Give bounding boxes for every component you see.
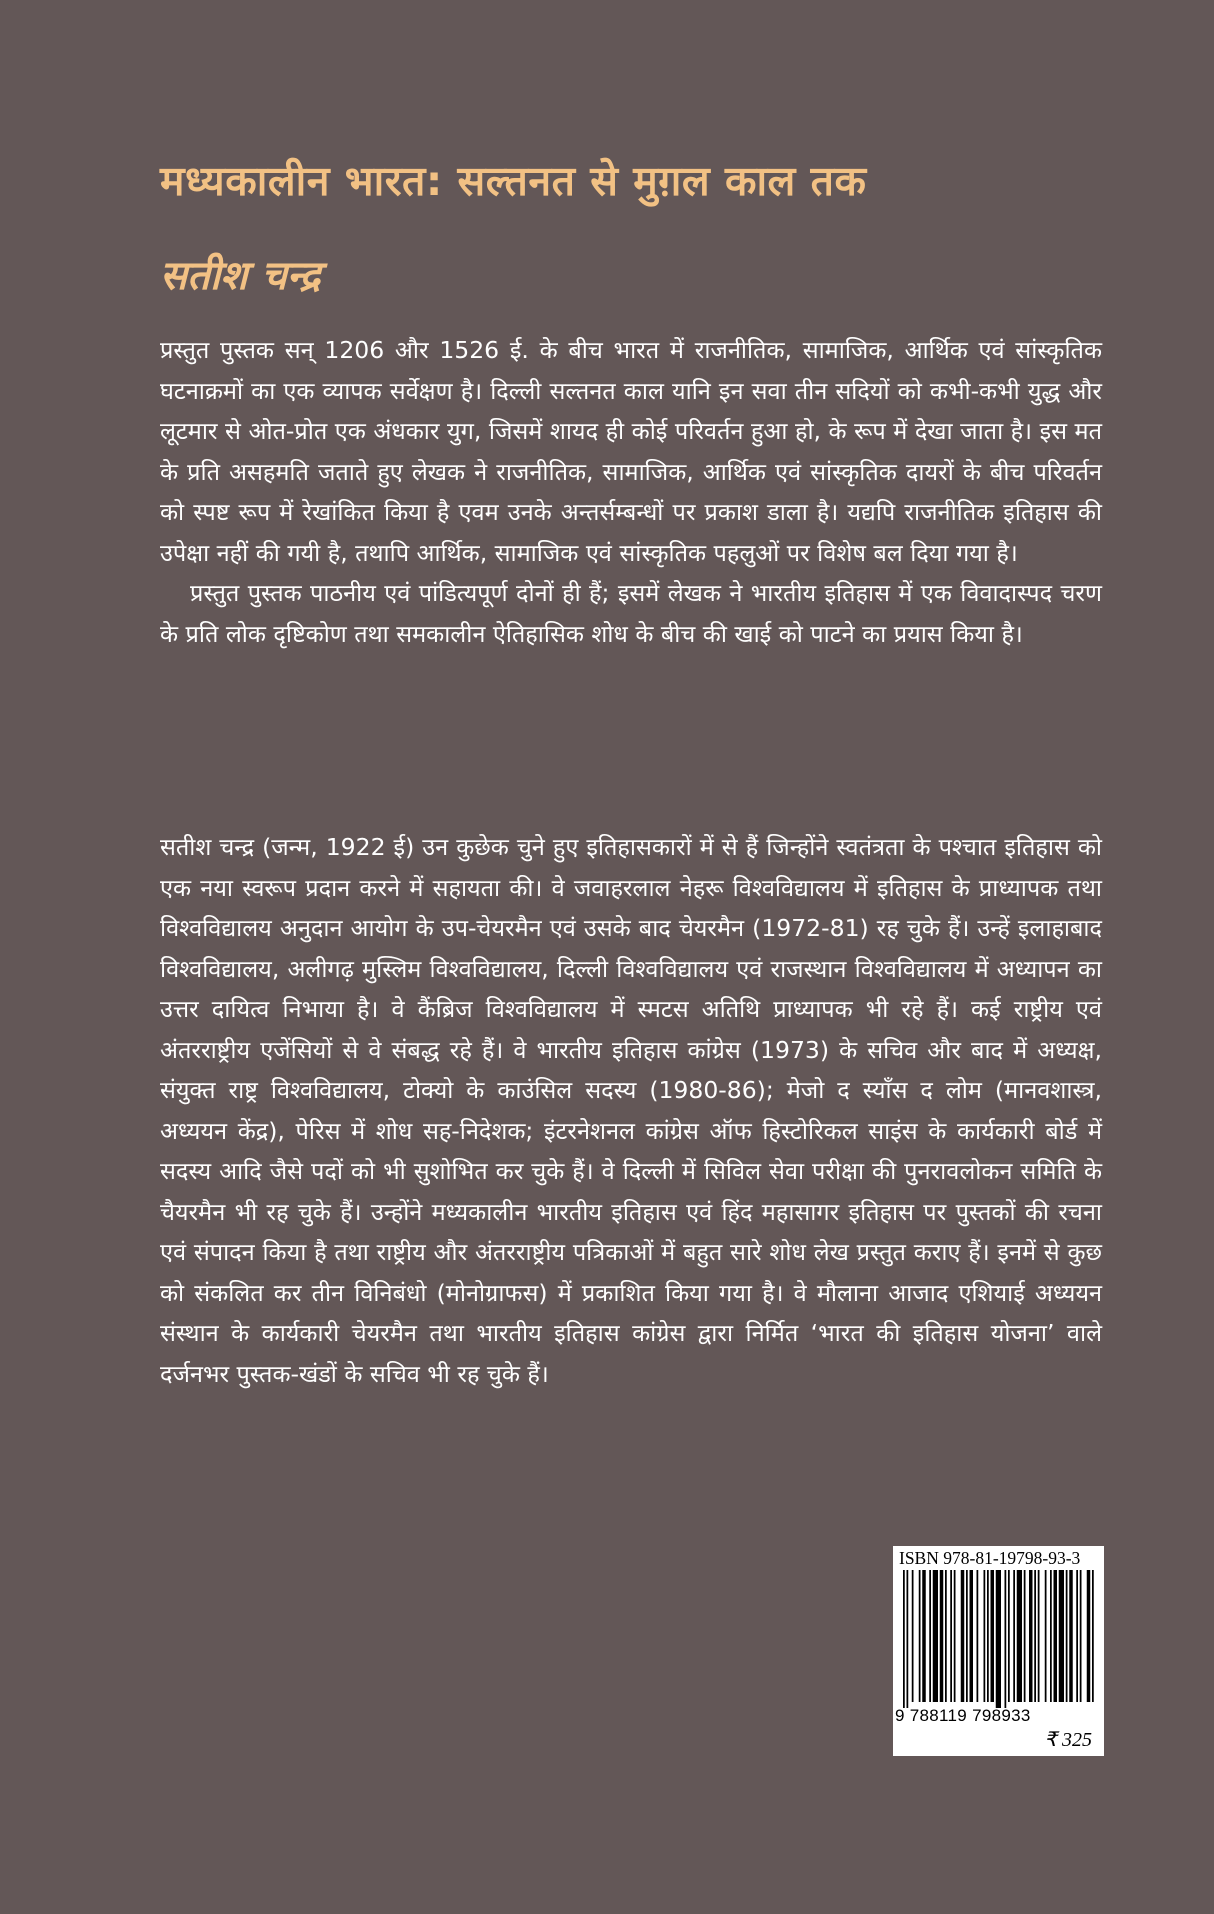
barcode-digits: 9 788119 798933 <box>895 1706 1031 1725</box>
isbn-label: ISBN 978-81-19798-93-3 <box>899 1548 1081 1568</box>
description-paragraph: प्रस्तुत पुस्तक पाठनीय एवं पांडित्यपूर्ण दोनों ही हैं; इसमें लेखक ने भारतीय इतिहास में एक विवादास्पद चरण के प्रति लोक दृष्टिकोण तथा समकालीन ऐतिहासिक शोध के बीच की खाई को पाटने का प्रयास किया है। <box>160 579 1102 648</box>
author-bio-paragraph: सतीश चन्द्र (जन्म, 1922 ई) उन कुछेक चुने हुए इतिहासकारों में से हैं जिन्होंने स्वतंत्रता के पश्चात इतिहास को एक नया स्वरूप प्रदान करने में सहायता की। वे जवाहरलाल नेहरू विश्वविद्यालय में इतिहास के प्राध्यापक तथा विश्वविद्यालय अनुदान आयोग के उप-चेयरमैन एवं उसके बाद चेयरमैन (1972-81) रह चुके हैं। उन्हें इलाहाबाद विश्वविद्यालय, अलीगढ़ मुस्लिम विश्वविद्यालय, दिल्ली विश्वविद्यालय एवं राजस्थान विश्वविद्यालय में अध्यापन का उत्तर दायित्व निभाया है। वे कैंब्रिज विश्वविद्यालय में स्मटस अतिथि प्राध्यापक भी रहे हैं। कई राष्ट्रीय एवं अंतरराष्ट्रीय एजेंसियों से वे संबद्ध रहे हैं। वे भारतीय इतिहास कांग्रेस (1973) के सचिव और बाद में अध्यक्ष, संयुक्त राष्ट्र विश्वविद्यालय, टोक्यो के काउंसिल सदस्य (1980-86); मेजो द स्यॉंस द लोम (मानवशास्त्र, अध्ययन केंद्र), पेरिस में शोध सह-निदेशक; इंटरनेशनल कांग्रेस ऑफ हिस्टोरिकल साइंस के कार्यकारी बोर्ड में सदस्य आदि जैसे पदों को भी सुशोभित कर चुके हैं। वे दिल्ली में सिविल सेवा परीक्षा की पुनरावलोकन समिति के चैयरमैन भी रह चुके हैं। उन्होंने मध्यकालीन भारतीय इतिहास एवं हिंद महासागर इतिहास पर पुस्तकों की रचना एवं संपादन किया है तथा राष्ट्रीय और अंतरराष्ट्रीय पत्रिकाओं में बहुत सारे शोध लेख प्रस्तुत कराए हैं। इनमें से कुछ को संकलित कर तीन विनिबंधो (मोनोग्राफस) में प्रकाशित किया गया है। वे मौलाना आजाद एशियाई अध्ययन संस्थान के कार्यकारी चेयरमैन तथा भारतीय इतिहास कांग्रेस द्वारा निर्मित ‘भारत की इतिहास योजना’ वाले दर्जनभर पुस्तक-खंडों के सचिव भी रह चुके हैं। <box>160 833 1103 1388</box>
description-paragraph: प्रस्तुत पुस्तक सन् 1206 और 1526 ई. के बीच भारत में राजनीतिक, सामाजिक, आर्थिक एवं सांस्कृतिक घटनाक्रमों का एक व्यापक सर्वेक्षण है। दिल्ली सल्तनत काल यानि इन सवा तीन सदियों को कभी-कभी युद्ध और लूटमार से ओत-प्रोत एक अंधकार युग, जिसमें शायद ही कोई परिवर्तन हुआ हो, के रूप में देखा जाता है। इस मत के प्रति असहमति जताते हुए लेखक ने राजनीतिक, सामाजिक, आर्थिक एवं सांस्कृतिक दायरों के बीच परिवर्तन को स्पष्ट रूप में रेखांकित किया है एवम उनके अन्तर्सम्बन्धों पर प्रकाश डाला है। यद्यपि राजनीतिक इतिहास की उपेक्षा नहीं की गयी है, तथापि आर्थिक, सामाजिक एवं सांस्कृतिक पहलुओं पर विशेष बल दिया गया है। <box>160 336 1102 567</box>
price-label: ₹ 325 <box>1044 1729 1092 1751</box>
book-description <box>160 330 1102 654</box>
author-name: सतीश चन्द्र <box>160 253 321 299</box>
isbn-barcode-block <box>893 1546 1104 1756</box>
barcode-icon <box>899 1570 1098 1710</box>
author-bio <box>160 827 1102 1394</box>
book-title: मध्यकालीन भारत: सल्तनत से मुग़ल काल तक <box>160 157 867 205</box>
